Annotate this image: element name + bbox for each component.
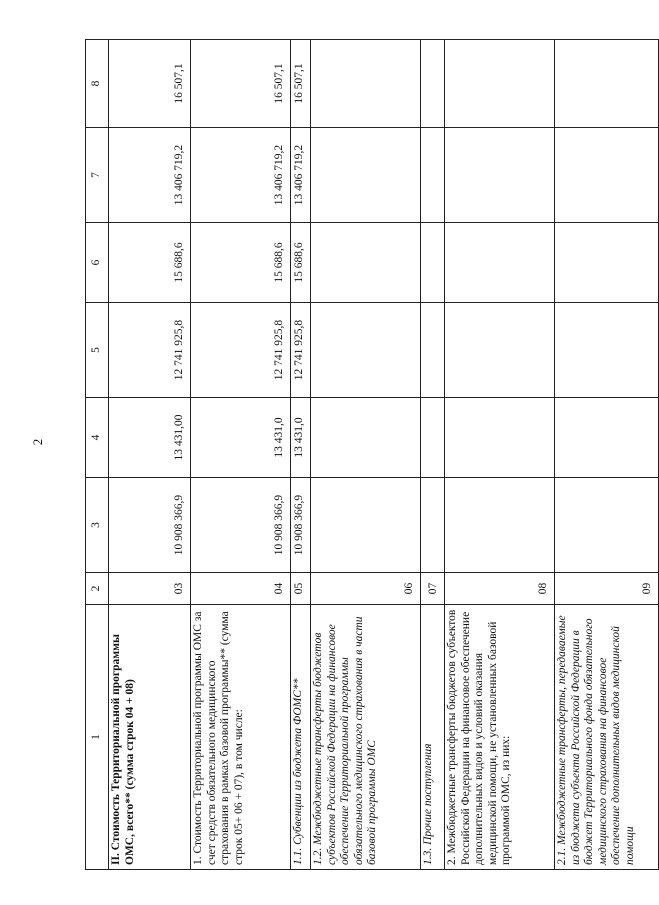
header-cell: 2 (86, 573, 109, 605)
cell-value (311, 128, 421, 223)
header-cell: 6 (86, 223, 109, 303)
financing-table (85, 39, 659, 870)
row-code: 06 (311, 573, 421, 605)
cell-value: 10 908 366,9 (191, 478, 291, 573)
cell-value (445, 478, 555, 573)
header-cell: 8 (86, 40, 109, 128)
cell-value (421, 303, 445, 398)
cell-value: 12 741 925,8 (109, 303, 191, 398)
cell-value: 15 688,6 (291, 223, 311, 303)
table-row (445, 40, 555, 870)
cell-value (311, 398, 421, 478)
cell-value (555, 223, 659, 303)
cell-value (555, 478, 659, 573)
table-row (555, 40, 659, 870)
table-rotated-frame (85, 40, 654, 870)
cell-value (445, 303, 555, 398)
cell-value: 13 406 719,2 (191, 128, 291, 223)
cell-value: 16 507,1 (291, 40, 311, 128)
header-cell: 7 (86, 128, 109, 223)
cell-value (421, 398, 445, 478)
cell-value: 10 908 366,9 (109, 478, 191, 573)
row-label: II. Стоимость Территориальной программы ОМС, всего** (сумма строк 04 + 08) (109, 605, 191, 870)
cell-value (311, 40, 421, 128)
table-container (85, 40, 654, 870)
cell-value (445, 40, 555, 128)
row-code: 08 (445, 573, 555, 605)
cell-value: 16 507,1 (109, 40, 191, 128)
cell-value: 10 908 366,9 (291, 478, 311, 573)
cell-value (555, 303, 659, 398)
cell-value (445, 128, 555, 223)
row-code: 03 (109, 573, 191, 605)
cell-value (555, 398, 659, 478)
row-label: 1.3. Прочие поступления (421, 605, 445, 870)
cell-value (311, 478, 421, 573)
table-row (191, 40, 291, 870)
cell-value: 12 741 925,8 (291, 303, 311, 398)
cell-value: 13 431,0 (191, 398, 291, 478)
cell-value (445, 223, 555, 303)
header-cell: 3 (86, 478, 109, 573)
cell-value (421, 478, 445, 573)
cell-value (311, 303, 421, 398)
row-label: 2.1. Межбюджетные трансферты, передаваемые из бюджета субъекта Российской Федерации в бюджет Территориального фонда обязательного медицинского страхования на финансовое обеспечение дополнительных видов медицинской помощи (555, 605, 659, 870)
table-row (109, 40, 191, 870)
header-row (86, 40, 109, 870)
row-label: 1.2. Межбюджетные трансферты бюджетов субъектов Российской Федерации на финансовое обеспечение Территориальной программы обязательного медицинского страхования в части базовой программы ОМС (311, 605, 421, 870)
cell-value: 12 741 925,8 (191, 303, 291, 398)
cell-value (311, 223, 421, 303)
row-label: 1.1. Субвенции из бюджета ФОМС** (291, 605, 311, 870)
cell-value: 15 688,6 (191, 223, 291, 303)
table-row (421, 40, 445, 870)
cell-value (421, 223, 445, 303)
row-code: 04 (191, 573, 291, 605)
page-number: 2 (30, 438, 45, 446)
header-cell: 1 (86, 605, 109, 870)
cell-value: 13 406 719,2 (109, 128, 191, 223)
cell-value (421, 128, 445, 223)
header-cell: 4 (86, 398, 109, 478)
cell-value: 15 688,6 (109, 223, 191, 303)
cell-value: 13 431,00 (109, 398, 191, 478)
cell-value: 13 431,0 (291, 398, 311, 478)
cell-value (555, 128, 659, 223)
cell-value (445, 398, 555, 478)
row-label: 2. Межбюджетные трансферты бюджетов субъектов Российской Федерации на финансовое обеспечение дополнительных видов и условий оказания медицинской помощи, не установленных базовой программой ОМС, из них: (445, 605, 555, 870)
header-cell: 5 (86, 303, 109, 398)
table-row (291, 40, 311, 870)
row-label: 1. Стоимость Территориальной программы ОМС за счет средств обязательного медицинского страхования в рамках базовой программы** (сумма строк 05+ 06 + 07), в том числе: (191, 605, 291, 870)
row-code: 09 (555, 573, 659, 605)
cell-value (555, 40, 659, 128)
cell-value (421, 40, 445, 128)
cell-value: 16 507,1 (191, 40, 291, 128)
table-row (311, 40, 421, 870)
row-code: 05 (291, 573, 311, 605)
row-code: 07 (421, 573, 445, 605)
cell-value: 13 406 719,2 (291, 128, 311, 223)
